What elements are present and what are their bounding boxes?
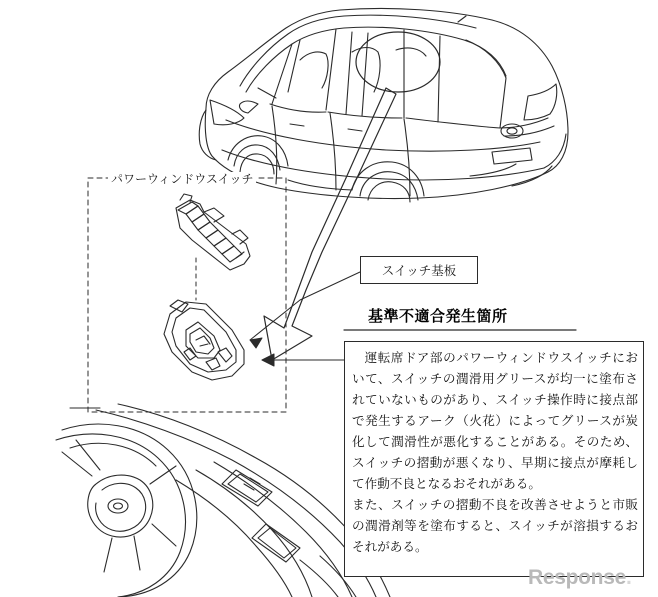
- highlight-circle: [356, 32, 440, 92]
- interior-illustration: [56, 404, 390, 597]
- description-paragraph-2: また、スイッチの摺動不良を改善させようと市販の潤滑剤等を塗布すると、スイッチが溶損するおそれがある。: [352, 498, 638, 554]
- defect-location-heading: 基準不適合発生箇所: [368, 308, 508, 325]
- watermark-suffix: .: [625, 566, 632, 589]
- description-text: [352, 348, 638, 558]
- watermark-text: Response: [528, 566, 626, 589]
- description-paragraph-1: 運転席ドア部のパワーウィンドウスイッチにおいて、スイッチの潤滑用グリースが均一に塗布されていないものがあり、スイッチ操作時に接点部で発生するアーク（火花）によってグリースが炭化して潤滑性が悪化することがある。そのため、スイッチの摺動が悪くなり、早期に接点が摩耗して作動不良となるおそれがある。: [352, 351, 638, 491]
- switch-assembly-upper: [176, 194, 250, 270]
- watermark: [528, 566, 632, 590]
- switch-board-label: スイッチ基板: [381, 264, 457, 278]
- leader-switch-board: [250, 272, 360, 348]
- leader-description: [262, 354, 344, 366]
- switch-assembly-lower: [164, 300, 244, 380]
- power-window-switch-label: パワーウィンドウスイッチ: [108, 172, 256, 186]
